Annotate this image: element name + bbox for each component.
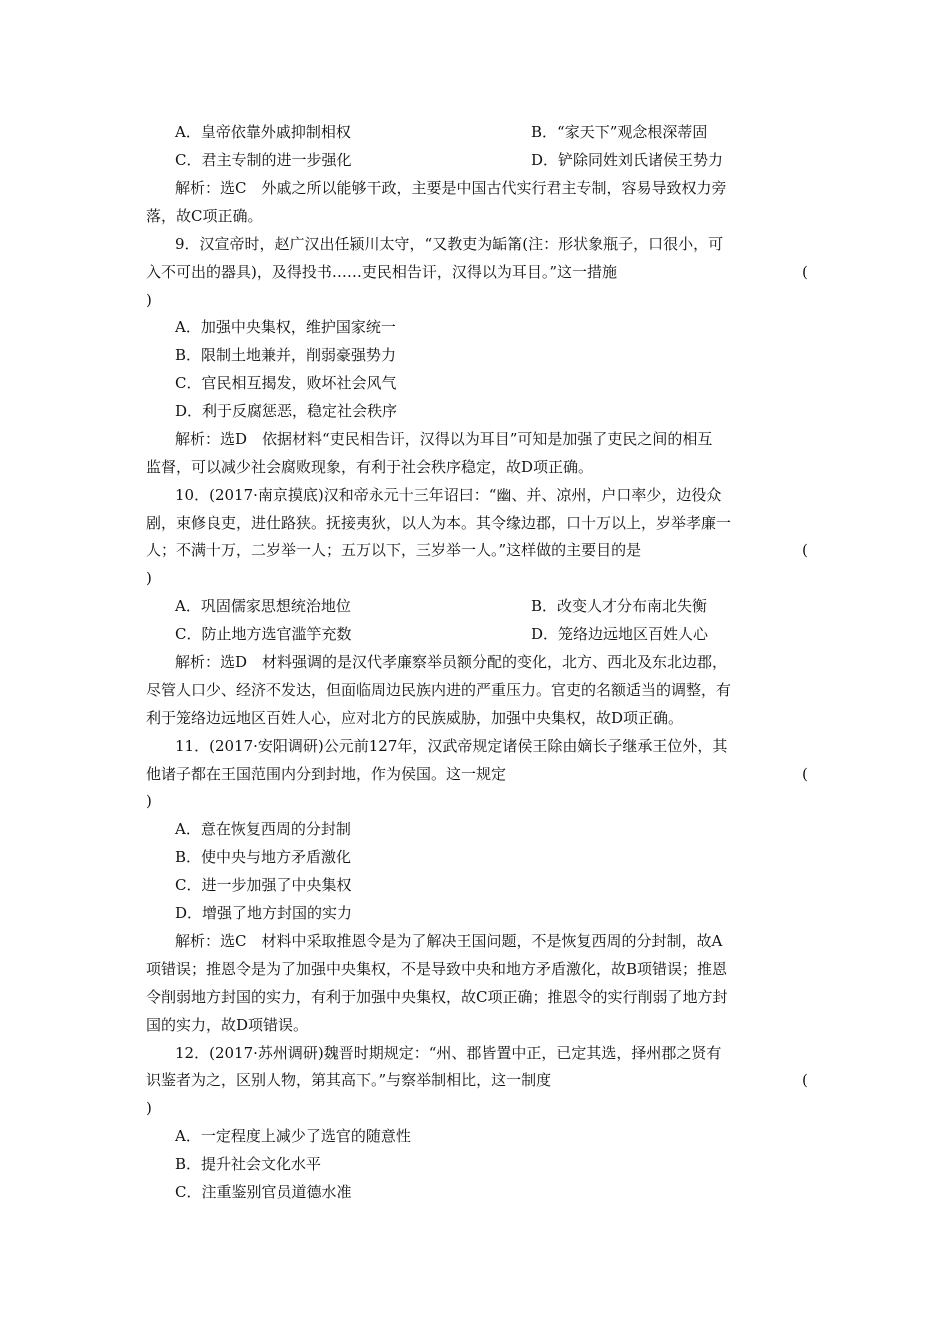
q12-stem-line: 识鉴者为之，区别人物，第其高下。”与察举制相比，这一制度 bbox=[146, 1071, 552, 1089]
q11-option-b: B．使中央与地方矛盾激化 bbox=[175, 848, 352, 866]
q8-option-b: B．“家天下”观念根深蒂固 bbox=[531, 123, 708, 141]
q11-stem-line: 他诸子都在王国范围内分到封地，作为侯国。这一规定 bbox=[146, 765, 507, 783]
q10-stem-line: 人；不满十万，二岁举一人；五万以下，三岁举一人。”这样做的主要目的是 bbox=[146, 541, 642, 559]
q10-analysis-line: 利于笼络边远地区百姓人心，应对北方的民族威胁，加强中央集权，故D项正确。 bbox=[146, 709, 684, 727]
q9-stem-line: 9．汉宣帝时，赵广汉出任颍川太守，“又教吏为缿筩(注：形状象瓶子，口很小，可 bbox=[175, 235, 724, 253]
q10-answer-paren-close: ) bbox=[146, 569, 152, 587]
q9-option-a: A．加强中央集权，维护国家统一 bbox=[175, 318, 396, 336]
q12-stem-line: 12．(2017·苏州调研)魏晋时期规定：“州、郡皆置中正，已定其选，择州郡之贤有 bbox=[175, 1044, 722, 1062]
q9-answer-paren-close: ) bbox=[146, 291, 152, 309]
q9-option-d: D．利于反腐惩恶，稳定社会秩序 bbox=[175, 402, 398, 420]
q8-option-d: D．铲除同姓刘氏诸侯王势力 bbox=[531, 151, 724, 169]
q12-answer-paren-open: ( bbox=[802, 1071, 808, 1089]
q11-option-d: D．增强了地方封国的实力 bbox=[175, 904, 353, 922]
q12-option-a: A．一定程度上减少了选官的随意性 bbox=[175, 1127, 411, 1145]
q11-stem-line: 11．(2017·安阳调研)公元前127年，汉武帝规定诸侯王除由嫡长子继承王位外，其 bbox=[175, 737, 728, 755]
q10-option-a: A．巩固儒家思想统治地位 bbox=[175, 597, 351, 615]
q10-stem-line: 10．(2017·南京摸底)汉和帝永元十三年诏曰：“幽、并、凉州，户口率少，边役众 bbox=[175, 486, 722, 504]
q8-analysis-line: 落，故C项正确。 bbox=[146, 207, 263, 225]
q10-analysis-line: 解析：选D 材料强调的是汉代孝廉察举员额分配的变化，北方、西北及东北边郡， bbox=[175, 653, 728, 671]
q9-analysis-line: 解析：选D 依据材料“吏民相告讦，汉得以为耳目”可知是加强了吏民之间的相互 bbox=[175, 430, 713, 448]
q11-analysis-line: 令削弱地方封国的实力，有利于加强中央集权，故C项正确；推恩令的实行削弱了地方封 bbox=[146, 988, 728, 1006]
q11-analysis-line: 国的实力，故D项错误。 bbox=[146, 1016, 309, 1034]
q9-option-b: B．限制土地兼并，削弱豪强势力 bbox=[175, 346, 397, 364]
q10-option-b: B．改变人才分布南北失衡 bbox=[531, 597, 708, 615]
q11-option-c: C．进一步加强了中央集权 bbox=[175, 876, 352, 894]
q11-analysis-line: 项错误；推恩令是为了加强中央集权，不是导致中央和地方矛盾激化，故B项错误；推恩 bbox=[146, 960, 728, 978]
q8-option-a: A．皇帝依靠外戚抑制相权 bbox=[175, 123, 351, 141]
q11-analysis-line: 解析：选C 材料中采取推恩令是为了解决王国问题，不是恢复西周的分封制，故A bbox=[175, 932, 723, 950]
q10-stem-line: 剧，束修良吏，进仕路狭。抚接夷狄，以人为本。其令缘边郡，口十万以上，岁举孝廉一 bbox=[146, 514, 732, 532]
q11-answer-paren-open: ( bbox=[802, 765, 808, 783]
q8-analysis-line: 解析：选C 外戚之所以能够干政，主要是中国古代实行君主专制，容易导致权力旁 bbox=[175, 179, 727, 197]
q9-option-c: C．官民相互揭发，败坏社会风气 bbox=[175, 374, 397, 392]
q10-analysis-line: 尽管人口少、经济不发达，但面临周边民族内进的严重压力。官吏的名额适当的调整，有 bbox=[146, 681, 732, 699]
q9-answer-paren-open: ( bbox=[802, 263, 808, 281]
q9-analysis-line: 监督，可以减少社会腐败现象，有利于社会秩序稳定，故D项正确。 bbox=[146, 458, 594, 476]
q11-option-a: A．意在恢复西周的分封制 bbox=[175, 820, 351, 838]
q9-stem-line: 入不可出的器具)，及得投书……吏民相告讦，汉得以为耳目。”这一措施 bbox=[146, 263, 618, 281]
q12-option-b: B．提升社会文化水平 bbox=[175, 1155, 322, 1173]
q12-answer-paren-close: ) bbox=[146, 1099, 152, 1117]
q10-option-d: D．笼络边远地区百姓人心 bbox=[531, 625, 709, 643]
q10-answer-paren-open: ( bbox=[802, 541, 808, 559]
q8-option-c: C．君主专制的进一步强化 bbox=[175, 151, 352, 169]
q10-option-c: C．防止地方选官滥竽充数 bbox=[175, 625, 352, 643]
q11-answer-paren-close: ) bbox=[146, 792, 152, 810]
q12-option-c: C．注重鉴别官员道德水准 bbox=[175, 1183, 352, 1201]
